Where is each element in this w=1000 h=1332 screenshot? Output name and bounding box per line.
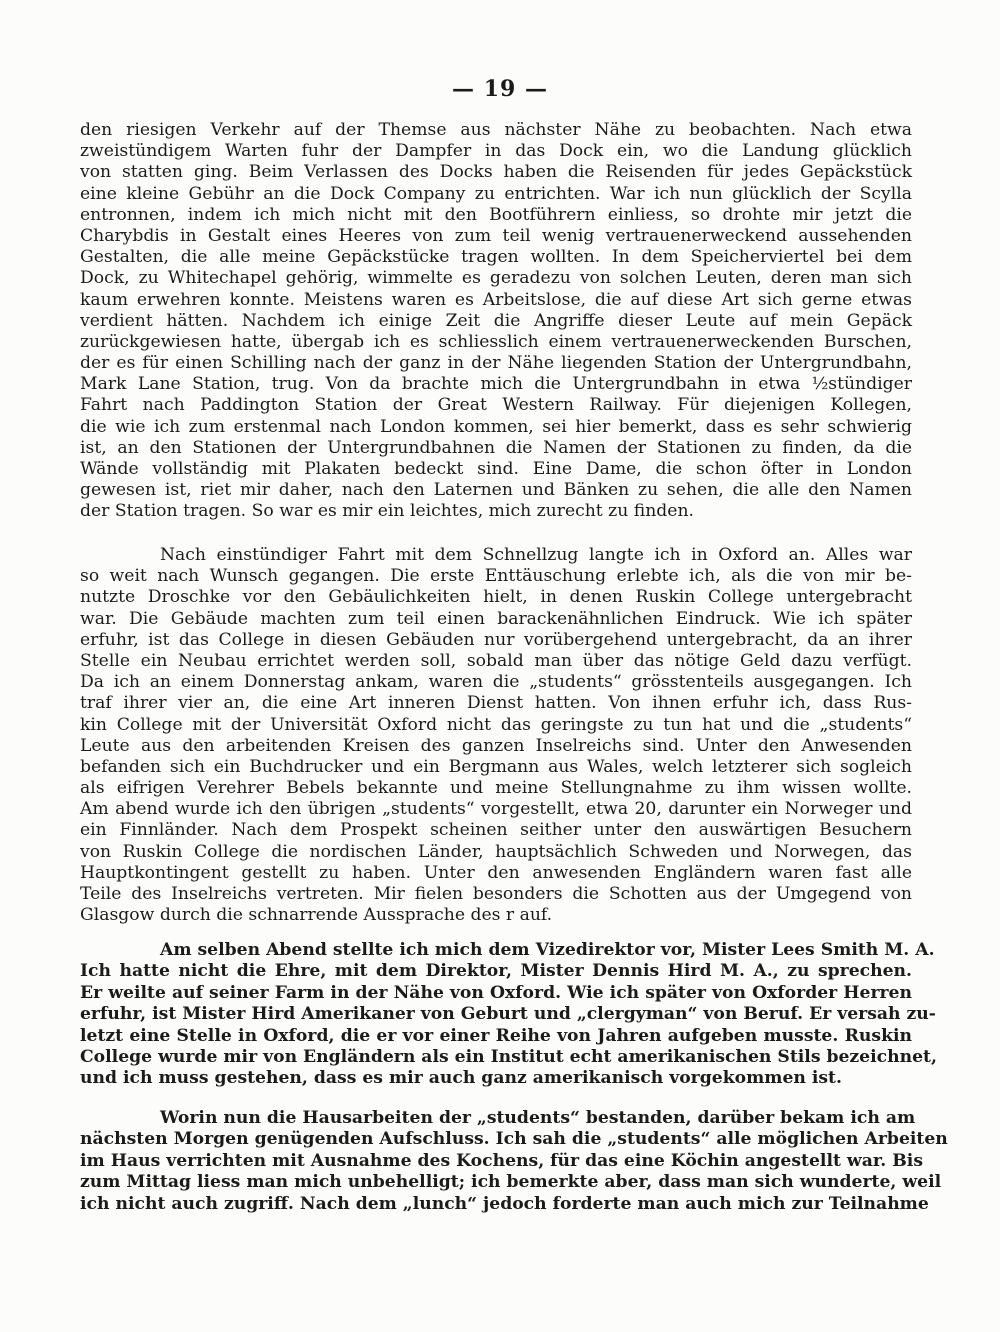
text-line: ein Finnländer. Nach dem Prospekt scheinen seither unter den auswärtigen Besuchern [80, 820, 912, 841]
text-line: ich nicht auch zugriff. Nach dem „lunch“ jedoch forderte man auch mich zur Teilnahme [80, 1193, 929, 1214]
text-line: Leute aus den arbeitenden Kreisen des ganzen Inselreichs sind. Unter den Anwesenden [80, 735, 912, 756]
text-line: Da ich an einem Donnerstag ankam, waren die „students“ grösstenteils ausgegangen. Ich [80, 672, 912, 693]
text-line: die wie ich zum erstenmal nach London kommen, sei hier bemerkt, dass es sehr schwierig [80, 416, 912, 437]
text-line: Hauptkontingent gestellt zu haben. Unter den anwesenden Engländern waren fast alle [80, 862, 912, 883]
text-line: College wurde mir von Engländern als ein Institut echt amerikanischen Stils bezeichnet, [80, 1046, 937, 1067]
text-line: entronnen, indem ich mich nicht mit den Bootführern einliess, so drohte mir jetzt die [80, 204, 912, 225]
text-line: zweistündigem Warten fuhr der Dampfer in das Dock ein, wo die Landung glücklich [80, 141, 912, 162]
text-line: im Haus verrichten mit Ausnahme des Kochens, für das eine Köchin angestellt war. Bis [80, 1150, 924, 1171]
paragraph-2 [80, 545, 912, 926]
text-line: erfuhr, ist Mister Hird Amerikaner von Geburt und „clergyman“ von Beruf. Er versah zu- [80, 1004, 936, 1025]
text-line: kin College mit der Universität Oxford nicht das geringste zu tun hat und die „students“ [80, 714, 912, 735]
text-line: der Station tragen. So war es mir ein leichtes, mich zurecht zu finden. [80, 501, 695, 522]
text-line: Gestalten, die alle meine Gepäckstücke tragen wollten. In dem Speicherviertel bei dem [80, 247, 912, 268]
paragraph-1 [80, 120, 912, 523]
text-line: Charybdis in Gestalt eines Heeres von zum teil wenig vertrauenerweckend aussehenden [80, 225, 912, 246]
text-line: kaum erwehren konnte. Meistens waren es Arbeitslose, die auf diese Art sich gerne etwas [80, 289, 912, 310]
text-line: den riesigen Verkehr auf der Themse aus nächster Nähe zu beobachten. Nach etwa [80, 120, 912, 140]
text-line: Worin nun die Hausarbeiten der „students“ bestanden, darüber bekam ich am [160, 1108, 916, 1128]
text-line: Am abend wurde ich den übrigen „students“ vorgestellt, etwa 20, darunter ein Norweger und [80, 799, 912, 820]
text-line: verdient hätten. Nachdem ich einige Zeit die Angriffe dieser Leute auf mein Gepäck [80, 310, 912, 331]
text-line: Glasgow durch die schnarrende Aussprache des r auf. [80, 905, 553, 926]
text-line: gewesen ist, riet mir daher, nach den Laternen und Bänken zu sehen, die alle den Namen [80, 480, 912, 501]
text-line: und ich muss gestehen, dass es mir auch ganz amerikanisch vorgekommen ist. [80, 1068, 842, 1089]
text-line: zum Mittag liess man mich unbehelligt; ich bemerkte aber, dass man sich wunderte, weil [80, 1172, 942, 1193]
text-line: letzt eine Stelle in Oxford, die er vor einer Reihe von Jahren aufgeben musste. Ruskin [80, 1025, 912, 1046]
text-line: Teile des Inselreichs vertreten. Mir fielen besonders die Schotten aus der Umgegend von [80, 884, 912, 904]
text-line: Nach einstündiger Fahrt mit dem Schnellzug langte ich in Oxford an. Alles war [160, 545, 912, 565]
text-line: Ich hatte nicht die Ehre, mit dem Direktor, Mister Dennis Hird M. A., zu sprechen. [80, 961, 912, 982]
text-line: nächsten Morgen genügenden Aufschluss. Ich sah die „students“ alle möglichen Arbeiten [80, 1129, 948, 1150]
text-line: Stelle ein Neubau errichtet werden soll, sobald man über das nötige Geld dazu verfügt. [80, 650, 912, 671]
text-line: Am selben Abend stellte ich mich dem Vizedirektor vor, Mister Lees Smith M. A. [160, 940, 935, 960]
text-line: der es für einen Schilling nach der ganz in der Nähe liegenden Station der Untergrundbahn, [80, 353, 912, 374]
page-number: — 19 — [452, 76, 548, 102]
text-line: erfuhr, ist das College in diesen Gebäuden nur vorübergehend untergebracht, da an ihrer [80, 629, 912, 650]
text-line: war. Die Gebäude machten zum teil einen barackenähnlichen Eindruck. Wie ich später [80, 608, 912, 629]
paragraph-3 [80, 940, 937, 1090]
text-line: Er weilte auf seiner Farm in der Nähe von Oxford. Wie ich später von Oxforder Herren [80, 982, 912, 1003]
text-line: traf ihrer vier an, die eine Art inneren Dienst hatten. Von ihnen erfuhr ich, dass Rus- [80, 693, 912, 714]
text-line: Fahrt nach Paddington Station der Great Western Railway. Für diejenigen Kollegen, [80, 395, 912, 416]
paragraph-4 [80, 1108, 948, 1215]
text-line: von Ruskin College die nordischen Länder, hauptsächlich Schweden und Norwegen, das [80, 841, 912, 862]
text-line: als eifrigen Verehrer Bebels bekannte und meine Stellungnahme zu ihm wissen wollte. [80, 778, 912, 799]
text-line: von statten ging. Beim Verlassen des Docks haben die Reisenden für jedes Gepäckstück [80, 162, 912, 183]
text-line: eine kleine Gebühr an die Dock Company zu entrichten. War ich nun glücklich der Scylla [80, 183, 912, 204]
text-line: nutzte Droschke vor den Gebäulichkeiten hielt, in denen Ruskin College untergebracht [80, 587, 912, 608]
text-line: Wände vollständig mit Plakaten bedeckt sind. Eine Dame, die schon öfter in London [80, 459, 912, 479]
text-line: Dock, zu Whitechapel gehörig, wimmelte es geradezu von solchen Leuten, deren man sich [80, 268, 912, 289]
text-line: so weit nach Wunsch gegangen. Die erste Enttäuschung erlebte ich, als die von mir be- [80, 566, 912, 587]
text-line: befanden sich ein Buchdrucker und ein Bergmann aus Wales, welch letzterer sich sogleich [80, 756, 912, 777]
text-line: ist, an den Stationen der Untergrundbahnen die Namen der Stationen zu finden, da die [80, 437, 912, 458]
text-line: zurückgewiesen hatte, übergab ich es schliesslich einem vertrauenerweckenden Burschen, [80, 331, 912, 352]
text-line: Mark Lane Station, trug. Von da brachte mich die Untergrundbahn in etwa ½stündiger [80, 374, 912, 395]
